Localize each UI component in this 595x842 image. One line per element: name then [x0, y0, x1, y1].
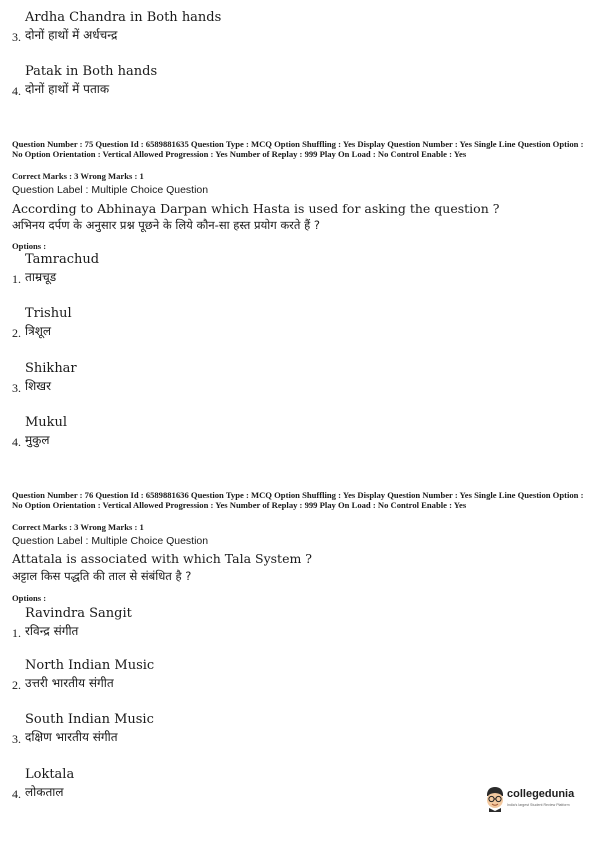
- question-75-text-english: According to Abhinaya Darpan which Hasta is used for asking the question ?: [12, 201, 500, 216]
- option-number: 4.: [12, 435, 21, 449]
- option-text-hindi: ताम्रचूड: [25, 270, 57, 284]
- option-number: 3.: [12, 30, 21, 44]
- question-75-options-label: Options :: [12, 241, 47, 251]
- option-text-english: Ardha Chandra in Both hands: [25, 10, 222, 25]
- question-76-text-english: Attatala is associated with which Tala System ?: [12, 551, 312, 566]
- option-text-english: Ravindra Sangit: [25, 606, 132, 621]
- collegedunia-logo: [484, 786, 584, 816]
- option-text-hindi: दोनों हाथों में पताक: [25, 82, 110, 96]
- question-76-options-label: Options :: [12, 593, 47, 603]
- question-75-text-hindi: अभिनय दर्पण के अनुसार प्रश्न पूछने के लिये कौन-सा हस्त प्रयोग करते हैं ?: [12, 218, 320, 232]
- question-76-marks: Correct Marks : 3 Wrong Marks : 1: [12, 522, 144, 532]
- question-76-header: Question Number : 76 Question Id : 6589881636 Question Type : MCQ Option Shuffling : Yes Display Question Number : Yes Single Line Question Option : No Option Orientation : Vertical Allowed Progression : Yes Number of Replay : 999 Play On Load : No Control Enable : Yes: [12, 490, 584, 510]
- option-number: 2.: [12, 326, 21, 340]
- option-number: 1.: [12, 272, 21, 286]
- option-text-english: Mukul: [25, 415, 68, 430]
- option-text-english: North Indian Music: [25, 658, 155, 673]
- option-text-english: Shikhar: [25, 361, 77, 376]
- option-number: 4.: [12, 84, 21, 98]
- option-text-hindi: मुकुल: [25, 433, 50, 447]
- option-number: 4.: [12, 787, 21, 801]
- option-text-english: Patak in Both hands: [25, 64, 158, 79]
- question-76-label: Question Label : Multiple Choice Question: [12, 535, 209, 547]
- option-text-hindi: शिखर: [25, 379, 51, 393]
- option-text-hindi: उत्तरी भारतीय संगीत: [25, 676, 114, 690]
- option-text-english: Loktala: [25, 767, 75, 782]
- option-text-english: South Indian Music: [25, 712, 154, 727]
- question-75-label: Question Label : Multiple Choice Question: [12, 184, 209, 196]
- option-number: 2.: [12, 678, 21, 692]
- option-number: 1.: [12, 626, 21, 640]
- option-text-english: Trishul: [25, 306, 72, 321]
- option-text-hindi: लोकताल: [25, 785, 64, 799]
- option-text-english: Tamrachud: [25, 252, 100, 267]
- option-text-hindi: त्रिशूल: [25, 324, 52, 338]
- option-text-hindi: रविन्द्र संगीत: [25, 624, 79, 638]
- question-75-header: Question Number : 75 Question Id : 6589881635 Question Type : MCQ Option Shuffling : Yes Display Question Number : Yes Single Line Question Option : No Option Orientation : Vertical Allowed Progression : Yes Number of Replay : 999 Play On Load : No Control Enable : Yes: [12, 139, 584, 159]
- logo-tagline: India's largest Student Review Platform: [507, 803, 570, 807]
- option-text-hindi: दक्षिण भारतीय संगीत: [25, 730, 118, 744]
- logo-brand-text: collegedunia: [507, 788, 575, 800]
- mascot-face-icon: [484, 786, 506, 812]
- option-number: 3.: [12, 732, 21, 746]
- option-text-hindi: दोनों हाथों में अर्धचन्द्र: [25, 28, 118, 42]
- question-76-text-hindi: अट्टाल किस पद्धति की ताल से संबंधित है ?: [12, 569, 192, 583]
- question-75-marks: Correct Marks : 3 Wrong Marks : 1: [12, 171, 144, 181]
- option-number: 3.: [12, 381, 21, 395]
